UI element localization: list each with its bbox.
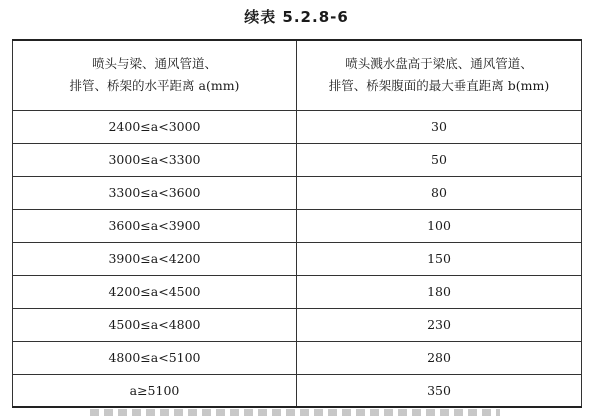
table-row bbox=[13, 110, 582, 143]
value-cell: 280 bbox=[297, 341, 582, 374]
cropped-caption-fragment bbox=[90, 409, 500, 416]
range-cell: 3600≤a<3900 bbox=[13, 209, 297, 242]
header-col2-line1: 喷头溅水盘高于梁底、通风管道、 bbox=[345, 56, 533, 72]
header-col1-line2: 排管、桥架的水平距离 a(mm) bbox=[69, 78, 240, 94]
table-row bbox=[13, 308, 582, 341]
table-row bbox=[13, 341, 582, 374]
value-cell: 50 bbox=[297, 143, 582, 176]
table-row bbox=[13, 275, 582, 308]
value-cell: 30 bbox=[297, 110, 582, 143]
value-cell: 350 bbox=[297, 374, 582, 407]
value-cell: 100 bbox=[297, 209, 582, 242]
range-cell: 3300≤a<3600 bbox=[13, 176, 297, 209]
range-cell: 3000≤a<3300 bbox=[13, 143, 297, 176]
header-horizontal-distance bbox=[13, 40, 297, 110]
value-cell: 180 bbox=[297, 275, 582, 308]
range-cell: 2400≤a<3000 bbox=[13, 110, 297, 143]
range-cell: a≥5100 bbox=[13, 374, 297, 407]
cropped-caption bbox=[0, 405, 593, 416]
table-row bbox=[13, 242, 582, 275]
header-vertical-distance bbox=[297, 40, 582, 110]
spacing-table bbox=[12, 39, 582, 408]
range-cell: 4500≤a<4800 bbox=[13, 308, 297, 341]
table-row bbox=[13, 374, 582, 407]
range-cell: 4200≤a<4500 bbox=[13, 275, 297, 308]
header-col2-line2: 排管、桥架腹面的最大垂直距离 b(mm) bbox=[328, 78, 550, 94]
table-row bbox=[13, 176, 582, 209]
value-cell: 80 bbox=[297, 176, 582, 209]
table-row bbox=[13, 143, 582, 176]
range-cell: 4800≤a<5100 bbox=[13, 341, 297, 374]
table-row bbox=[13, 209, 582, 242]
value-cell: 150 bbox=[297, 242, 582, 275]
table-title: 续表 5.2.8-6 bbox=[244, 8, 349, 26]
value-cell: 230 bbox=[297, 308, 582, 341]
header-col1-line1: 喷头与梁、通风管道、 bbox=[91, 56, 217, 72]
table-header-row bbox=[13, 40, 582, 110]
range-cell: 3900≤a<4200 bbox=[13, 242, 297, 275]
